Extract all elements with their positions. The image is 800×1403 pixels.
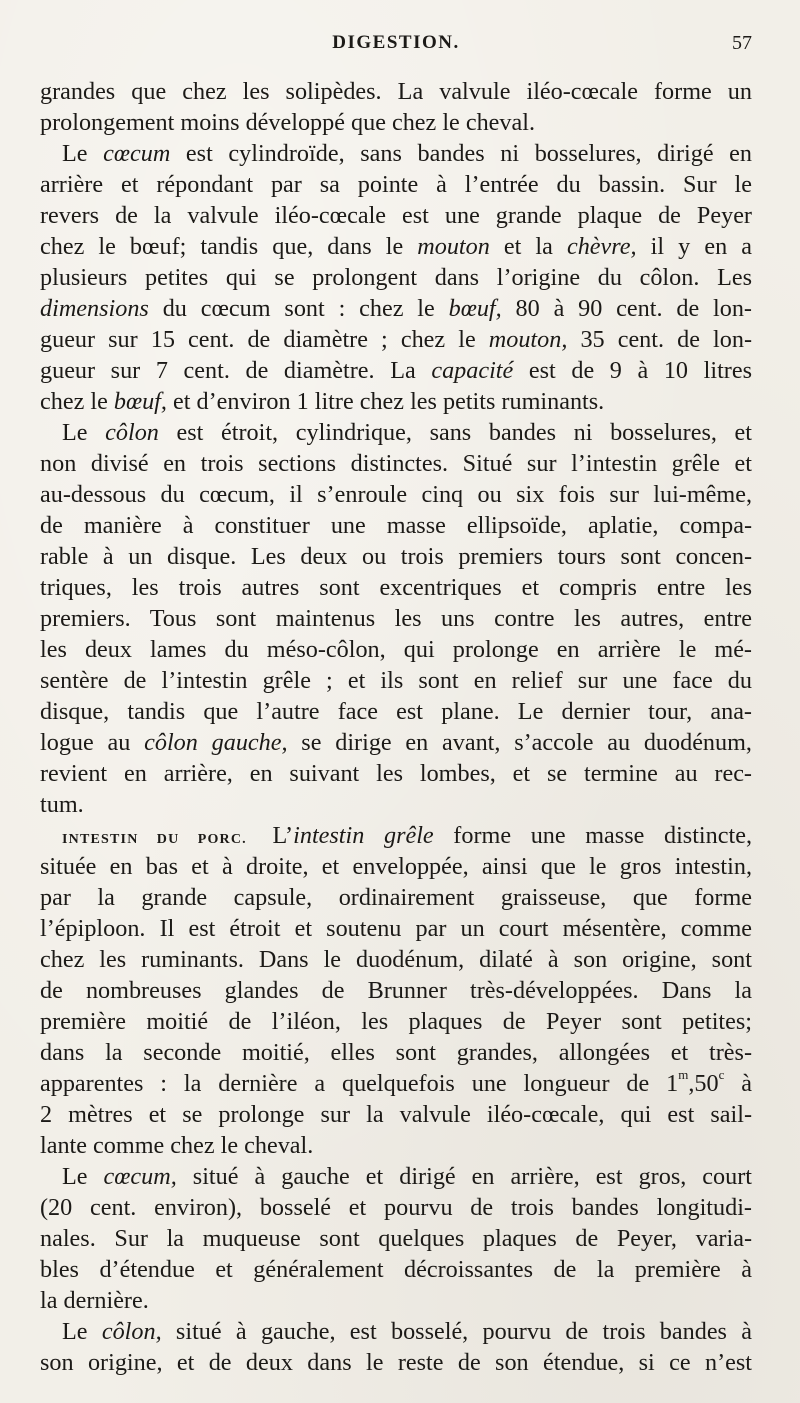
- text-line: [40, 262, 752, 293]
- text-segment: ,50: [688, 1070, 719, 1097]
- text-segment: au-dessous du cœcum, il s’enroule cinq ou six fois sur lui-même,: [40, 481, 752, 508]
- text-segment: et d’environ 1 litre chez les petits ruminants.: [166, 388, 605, 415]
- text-line: [40, 1161, 752, 1192]
- italic-term: côlon,: [101, 1318, 162, 1345]
- text-line: [40, 231, 752, 262]
- text-segment: plusieurs petites qui se prolongent dans l’origine du côlon. Les: [40, 264, 752, 291]
- text-line: [40, 1130, 752, 1161]
- text-segment: dans la seconde moitié, elles sont grandes, allongées et très-: [40, 1039, 752, 1066]
- text-line: [40, 696, 752, 727]
- text-segment: est cylindroïde, sans bandes ni bosselures, dirigé en: [170, 140, 753, 167]
- text-segment: apparentes : la dernière a quelquefois une longueur de 1: [40, 1070, 679, 1097]
- text-line: [40, 913, 752, 944]
- page-header: [40, 32, 752, 60]
- text-line: [40, 1254, 752, 1285]
- text-segment: situé à gauche et dirigé en arrière, est gros, court: [176, 1163, 753, 1190]
- text-segment: L’: [252, 822, 294, 849]
- text-line: [40, 138, 752, 169]
- italic-term: bœuf,: [113, 388, 167, 415]
- text-segment: prolongement moins développé que chez le cheval.: [40, 109, 535, 136]
- text-line: [40, 324, 752, 355]
- text-segment: nales. Sur la muqueuse sont quelques plaques de Peyer, varia-: [40, 1225, 752, 1252]
- text-line: [40, 107, 752, 138]
- text-segment: 2 mètres et se prolonge sur la valvule iléo-cœcale, qui est sail-: [40, 1101, 752, 1128]
- text-segment: de manière à constituer une masse ellipsoïde, aplatie, compa-: [40, 512, 752, 539]
- text-line: [40, 820, 752, 851]
- text-line: [40, 1068, 752, 1099]
- text-segment: forme une masse distincte,: [433, 822, 752, 849]
- text-segment: chez les ruminants. Dans le duodénum, dilaté à son origine, sont: [40, 946, 752, 973]
- text-line: [40, 1316, 752, 1347]
- text-line: [40, 200, 752, 231]
- italic-term: côlon gauche,: [144, 729, 288, 756]
- text-segment: rable à un disque. Les deux ou trois premiers tours sont concen-: [40, 543, 752, 570]
- section-heading: INTESTIN DU PORC.: [62, 832, 247, 847]
- text-segment: est de 9 à 10 litres: [513, 357, 752, 384]
- text-segment: son origine, et de deux dans le reste de son étendue, si ce n’est: [40, 1349, 752, 1376]
- text-segment: se dirige en avant, s’accole au duodénum,: [287, 729, 752, 756]
- text-segment: bles d’étendue et généralement décroissantes de la première à: [40, 1256, 752, 1283]
- text-segment: la dernière.: [40, 1287, 149, 1314]
- text-segment: gueur sur 7 cent. de diamètre. La: [40, 357, 432, 384]
- text-segment: première moitié de l’iléon, les plaques de Peyer sont petites;: [40, 1008, 752, 1035]
- text-segment: grandes que chez les solipèdes. La valvule iléo-cœcale forme un: [40, 78, 752, 105]
- text-line: [40, 727, 752, 758]
- text-line: [40, 448, 752, 479]
- text-segment: 35 cent. de lon-: [567, 326, 752, 353]
- italic-term: cœcum: [103, 140, 171, 167]
- text-segment: les deux lames du méso-côlon, qui prolonge en arrière le mé-: [40, 636, 752, 663]
- text-line: [40, 1037, 752, 1068]
- text-line: [40, 634, 752, 665]
- text-line: [40, 1006, 752, 1037]
- text-segment: Le: [62, 140, 104, 167]
- text-line: [40, 541, 752, 572]
- text-line: [40, 1347, 752, 1378]
- text-segment: l’épiploon. Il est étroit et soutenu par un court mésentère, comme: [40, 915, 752, 942]
- text-segment: est étroit, cylindrique, sans bandes ni bosselures, et: [158, 419, 752, 446]
- text-line: [40, 1099, 752, 1130]
- text-segment: de nombreuses glandes de Brunner très-développées. Dans la: [40, 977, 752, 1004]
- text-line: [40, 76, 752, 107]
- text-line: [40, 1285, 752, 1316]
- italic-term: mouton: [417, 233, 490, 260]
- text-line: [40, 603, 752, 634]
- text-segment: Le: [62, 419, 106, 446]
- text-segment: tum.: [40, 791, 84, 818]
- text-segment: premiers. Tous sont maintenus les uns contre les autres, entre: [40, 605, 752, 632]
- body-text: [40, 76, 752, 1378]
- text-line: [40, 1192, 752, 1223]
- text-segment: non divisé en trois sections distinctes. Situé sur l’intestin grêle et: [40, 450, 752, 477]
- text-segment: triques, les trois autres sont excentriques et compris entre les: [40, 574, 752, 601]
- text-segment: disque, tandis que l’autre face est plane. Le dernier tour, ana-: [40, 698, 752, 725]
- text-line: [40, 355, 752, 386]
- text-segment: il y en a: [636, 233, 752, 260]
- text-segment: chez le: [40, 388, 114, 415]
- text-line: [40, 479, 752, 510]
- text-line: [40, 882, 752, 913]
- text-segment: par la grande capsule, ordinairement graisseuse, que forme: [40, 884, 752, 911]
- text-line: [40, 665, 752, 696]
- text-line: [40, 293, 752, 324]
- italic-term: chèvre,: [566, 233, 637, 260]
- text-line: [40, 789, 752, 820]
- text-segment: du cœcum sont : chez le: [148, 295, 449, 322]
- italic-term: côlon: [105, 419, 159, 446]
- text-line: [40, 572, 752, 603]
- text-segment: lante comme chez le cheval.: [40, 1132, 314, 1159]
- text-line: [40, 851, 752, 882]
- italic-term: bœuf,: [448, 295, 502, 322]
- text-segment: à: [724, 1070, 752, 1097]
- italic-term: cœcum,: [103, 1163, 177, 1190]
- superscript-text: m: [678, 1066, 689, 1082]
- text-line: [40, 417, 752, 448]
- page-number: 57: [732, 32, 752, 54]
- text-segment: Le: [62, 1163, 104, 1190]
- text-segment: logue au: [40, 729, 145, 756]
- running-title: DIGESTION.: [332, 32, 460, 53]
- text-segment: Le: [62, 1318, 102, 1345]
- text-segment: et la: [489, 233, 567, 260]
- text-segment: située en bas et à droite, et enveloppée, ainsi que le gros intestin,: [40, 853, 752, 880]
- text-line: [40, 169, 752, 200]
- text-line: [40, 386, 752, 417]
- text-line: [40, 975, 752, 1006]
- text-line: [40, 944, 752, 975]
- text-segment: (20 cent. environ), bosselé et pourvu de trois bandes longitudi-: [40, 1194, 752, 1221]
- text-line: [40, 758, 752, 789]
- superscript-text: c: [718, 1066, 725, 1082]
- text-segment: gueur sur 15 cent. de diamètre ; chez le: [40, 326, 489, 353]
- text-segment: situé à gauche, est bosselé, pourvu de trois bandes à: [161, 1318, 753, 1345]
- text-segment: revient en arrière, en suivant les lombes, et se termine au rec-: [40, 760, 752, 787]
- italic-term: intestin grêle: [293, 822, 434, 849]
- text-segment: 80 à 90 cent. de lon-: [501, 295, 752, 322]
- italic-term: mouton,: [488, 326, 568, 353]
- text-segment: chez le bœuf; tandis que, dans le: [40, 233, 418, 260]
- text-segment: revers de la valvule iléo-cœcale est une grande plaque de Peyer: [40, 202, 752, 229]
- text-line: [40, 510, 752, 541]
- text-segment: arrière et répondant par sa pointe à l’entrée du bassin. Sur le: [40, 171, 752, 198]
- text-line: [40, 1223, 752, 1254]
- text-segment: sentère de l’intestin grêle ; et ils sont en relief sur une face du: [40, 667, 752, 694]
- italic-term: capacité: [431, 357, 514, 384]
- italic-term: dimensions: [40, 295, 149, 322]
